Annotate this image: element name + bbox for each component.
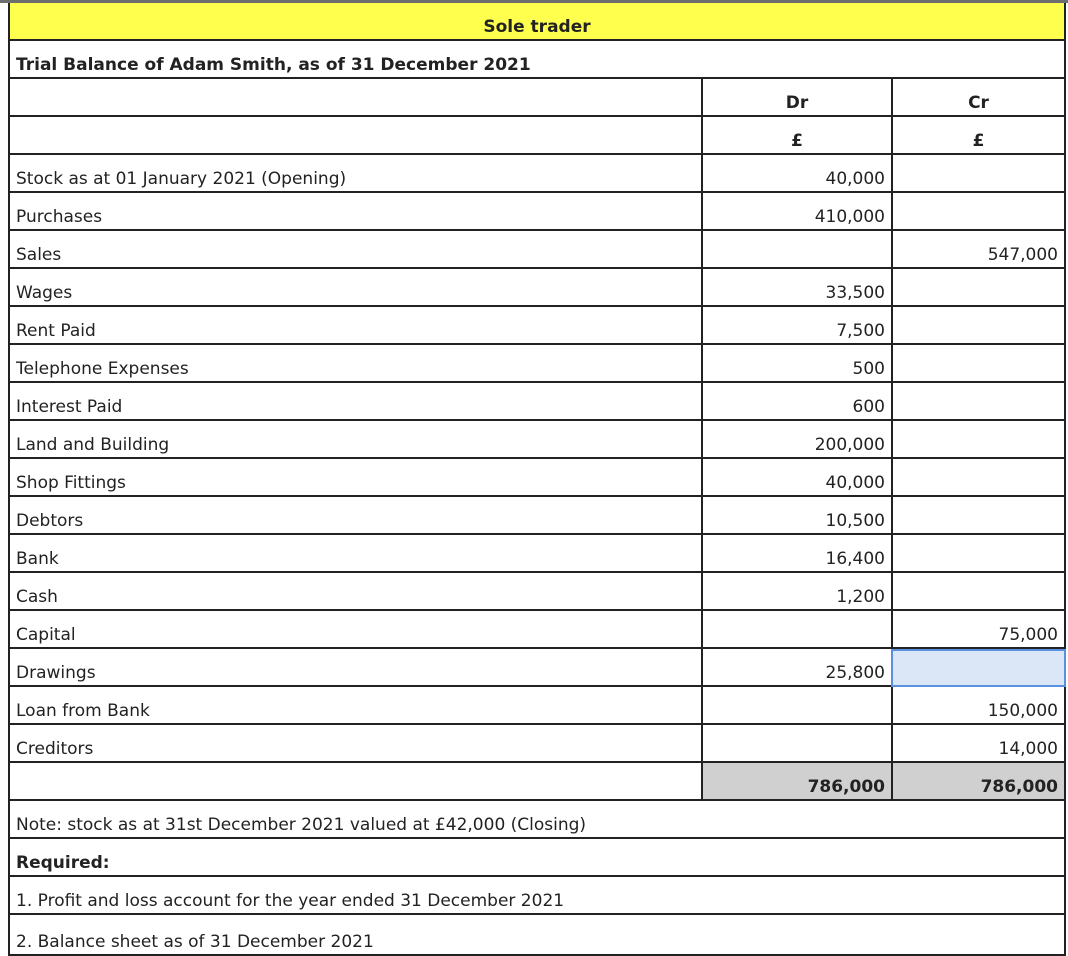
row-label[interactable] [8, 193, 701, 231]
row-dr[interactable] [701, 155, 891, 193]
sheet-subtitle: Trial Balance of Adam Smith, as of 31 December 2021 [16, 55, 531, 75]
row-dr-text: 25,800 [825, 663, 885, 683]
row-label[interactable] [8, 687, 701, 725]
row-label-text: Wages [16, 283, 73, 303]
row-label[interactable] [8, 421, 701, 459]
row-cr[interactable] [891, 459, 1066, 497]
note-line-text: 1. Profit and loss account for the year ended 31 December 2021 [16, 891, 565, 911]
total-dr[interactable] [701, 763, 891, 801]
row-label-text: Capital [16, 625, 76, 645]
row-cr[interactable] [891, 497, 1066, 535]
row-cr[interactable] [891, 421, 1066, 459]
note-line-text: 2. Balance sheet as of 31 December 2021 [16, 932, 374, 952]
row-cr[interactable] [891, 687, 1066, 725]
row-dr-text: 410,000 [814, 207, 885, 227]
row-cr[interactable] [891, 573, 1066, 611]
row-label-text: Drawings [16, 663, 96, 683]
currency-cr-text: £ [972, 131, 985, 151]
row-dr[interactable] [701, 269, 891, 307]
row-dr[interactable] [701, 611, 891, 649]
row-dr[interactable] [701, 421, 891, 459]
header-label-cell[interactable] [8, 79, 701, 117]
row-dr-text: 40,000 [825, 473, 885, 493]
row-cr[interactable] [891, 383, 1066, 421]
row-label[interactable] [8, 535, 701, 573]
header-dr[interactable] [701, 79, 891, 117]
row-label[interactable] [8, 383, 701, 421]
row-label-text: Interest Paid [16, 397, 123, 417]
row-cr[interactable] [891, 269, 1066, 307]
row-cr-text: 14,000 [998, 739, 1058, 759]
currency-label-cell[interactable] [8, 117, 701, 155]
row-label[interactable] [8, 345, 701, 383]
row-label-text: Sales [16, 245, 62, 265]
note-line-text: Note: stock as at 31st December 2021 valued at £42,000 (Closing) [16, 815, 587, 835]
row-cr[interactable] [891, 155, 1066, 193]
row-dr[interactable] [701, 307, 891, 345]
subtitle-cell[interactable] [8, 41, 1066, 79]
row-dr[interactable] [701, 535, 891, 573]
selected-cell[interactable] [891, 649, 1066, 687]
row-cr-text: 75,000 [998, 625, 1058, 645]
row-dr-text: 200,000 [814, 435, 885, 455]
row-dr-text: 10,500 [825, 511, 885, 531]
row-dr[interactable] [701, 345, 891, 383]
row-dr[interactable] [701, 231, 891, 269]
row-label-text: Shop Fittings [16, 473, 126, 493]
totals-label-cell[interactable] [8, 763, 701, 801]
row-dr[interactable] [701, 383, 891, 421]
row-dr[interactable] [701, 725, 891, 763]
row-cr[interactable] [891, 535, 1066, 573]
row-dr[interactable] [701, 459, 891, 497]
total-dr-text: 786,000 [807, 777, 885, 797]
row-cr[interactable] [891, 611, 1066, 649]
row-label-text: Bank [16, 549, 59, 569]
row-label[interactable] [8, 307, 701, 345]
total-cr[interactable] [891, 763, 1066, 801]
row-dr[interactable] [701, 573, 891, 611]
row-dr-text: 16,400 [825, 549, 885, 569]
row-cr[interactable] [891, 307, 1066, 345]
row-dr-text: 1,200 [836, 587, 885, 607]
row-label[interactable] [8, 649, 701, 687]
sheet-title-cell[interactable] [8, 3, 1066, 41]
row-cr[interactable] [891, 231, 1066, 269]
row-label[interactable] [8, 497, 701, 535]
row-dr[interactable] [701, 687, 891, 725]
note-line[interactable] [8, 877, 1066, 915]
row-cr[interactable] [891, 193, 1066, 231]
row-cr[interactable] [891, 725, 1066, 763]
row-label-text: Rent Paid [16, 321, 96, 341]
note-line[interactable] [8, 839, 1066, 877]
row-label-text: Cash [16, 587, 58, 607]
row-dr[interactable] [701, 649, 891, 687]
row-label-text: Land and Building [16, 435, 170, 455]
row-dr-text: 33,500 [825, 283, 885, 303]
row-cr-text: 547,000 [987, 245, 1058, 265]
currency-dr[interactable] [701, 117, 891, 155]
header-dr-text: Dr [785, 93, 809, 113]
row-dr[interactable] [701, 193, 891, 231]
row-label[interactable] [8, 725, 701, 763]
row-cr-text: 150,000 [987, 701, 1058, 721]
row-label[interactable] [8, 611, 701, 649]
row-dr-text: 7,500 [836, 321, 885, 341]
row-label-text: Loan from Bank [16, 701, 150, 721]
row-label[interactable] [8, 155, 701, 193]
header-cr-text: Cr [968, 93, 989, 113]
note-line-text: Required: [16, 853, 110, 873]
row-dr-text: 500 [852, 359, 885, 379]
total-cr-text: 786,000 [980, 777, 1058, 797]
row-label-text: Debtors [16, 511, 84, 531]
row-label[interactable] [8, 269, 701, 307]
row-cr[interactable] [891, 345, 1066, 383]
row-dr-text: 40,000 [825, 169, 885, 189]
row-label-text: Stock as at 01 January 2021 (Opening) [16, 169, 347, 189]
sheet-title: Sole trader [483, 17, 591, 37]
row-dr-text: 600 [852, 397, 885, 417]
header-cr[interactable] [891, 79, 1066, 117]
currency-dr-text: £ [791, 131, 803, 151]
row-label[interactable] [8, 231, 701, 269]
row-label[interactable] [8, 459, 701, 497]
currency-cr[interactable] [891, 117, 1066, 155]
row-label-text: Purchases [16, 207, 103, 227]
row-label-text: Telephone Expenses [16, 359, 189, 379]
row-dr[interactable] [701, 497, 891, 535]
note-line[interactable] [8, 915, 1066, 956]
row-label-text: Creditors [16, 739, 94, 759]
row-label[interactable] [8, 573, 701, 611]
note-line[interactable] [8, 801, 1066, 839]
